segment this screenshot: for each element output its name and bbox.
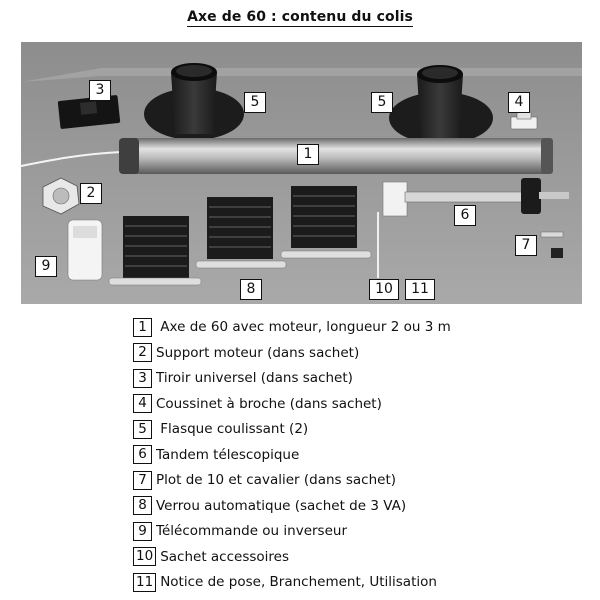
item-number: 5 <box>133 420 152 439</box>
list-item <box>133 571 437 593</box>
item-label: Tandem télescopique <box>156 446 300 463</box>
item-number: 4 <box>133 394 152 413</box>
callout-5-right: 5 <box>371 92 393 113</box>
list-item <box>133 418 308 440</box>
package-contents-photo <box>21 42 582 304</box>
item-label: Support moteur (dans sachet) <box>156 344 360 361</box>
item-label: Tiroir universel (dans sachet) <box>156 370 353 386</box>
callout-6: 6 <box>454 205 476 226</box>
list-item <box>133 342 359 364</box>
item-label: Plot de 10 et cavalier (dans sachet) <box>156 472 397 488</box>
item-number: 1 <box>133 318 152 337</box>
item-number: 9 <box>133 522 152 541</box>
telecommande <box>68 220 102 280</box>
item-number: 6 <box>133 445 152 464</box>
callout-4: 4 <box>508 92 530 113</box>
callout-1: 1 <box>297 144 319 165</box>
callout-5-left: 5 <box>244 92 266 113</box>
list-item <box>133 469 396 491</box>
callout-9: 9 <box>35 256 57 277</box>
list-item <box>133 520 347 542</box>
list-item <box>133 495 406 517</box>
callout-10: 10 <box>369 279 399 300</box>
item-label: Notice de pose, Branchement, Utilisation <box>160 574 437 590</box>
callout-11: 11 <box>405 279 435 300</box>
callout-8: 8 <box>240 279 262 300</box>
list-item <box>133 393 382 415</box>
item-number: 11 <box>133 573 156 592</box>
item-label: Axe de 60 avec moteur, longueur 2 ou 3 m <box>156 319 451 335</box>
list-item <box>133 444 299 466</box>
callout-7: 7 <box>515 235 537 256</box>
item-label: Télécommande ou inverseur <box>156 523 347 539</box>
item-number: 3 <box>133 369 152 388</box>
verrou-2 <box>196 197 286 268</box>
list-item <box>133 546 289 568</box>
item-number: 10 <box>133 547 156 566</box>
callout-3: 3 <box>89 80 111 101</box>
callout-2: 2 <box>80 183 102 204</box>
axe-tube <box>119 138 553 174</box>
list-item <box>133 367 353 389</box>
item-label: Verrou automatique (sachet de 3 VA) <box>156 497 407 514</box>
item-number: 2 <box>133 343 152 362</box>
item-number: 7 <box>133 471 152 490</box>
page-title: Axe de 60 : contenu du colis <box>187 9 413 25</box>
item-label: Flasque coulissant (2) <box>156 421 309 437</box>
item-label: Sachet accessoires <box>160 548 289 565</box>
list-item <box>133 316 451 338</box>
item-label: Coussinet à broche (dans sachet) <box>156 395 382 412</box>
item-number: 8 <box>133 496 152 515</box>
